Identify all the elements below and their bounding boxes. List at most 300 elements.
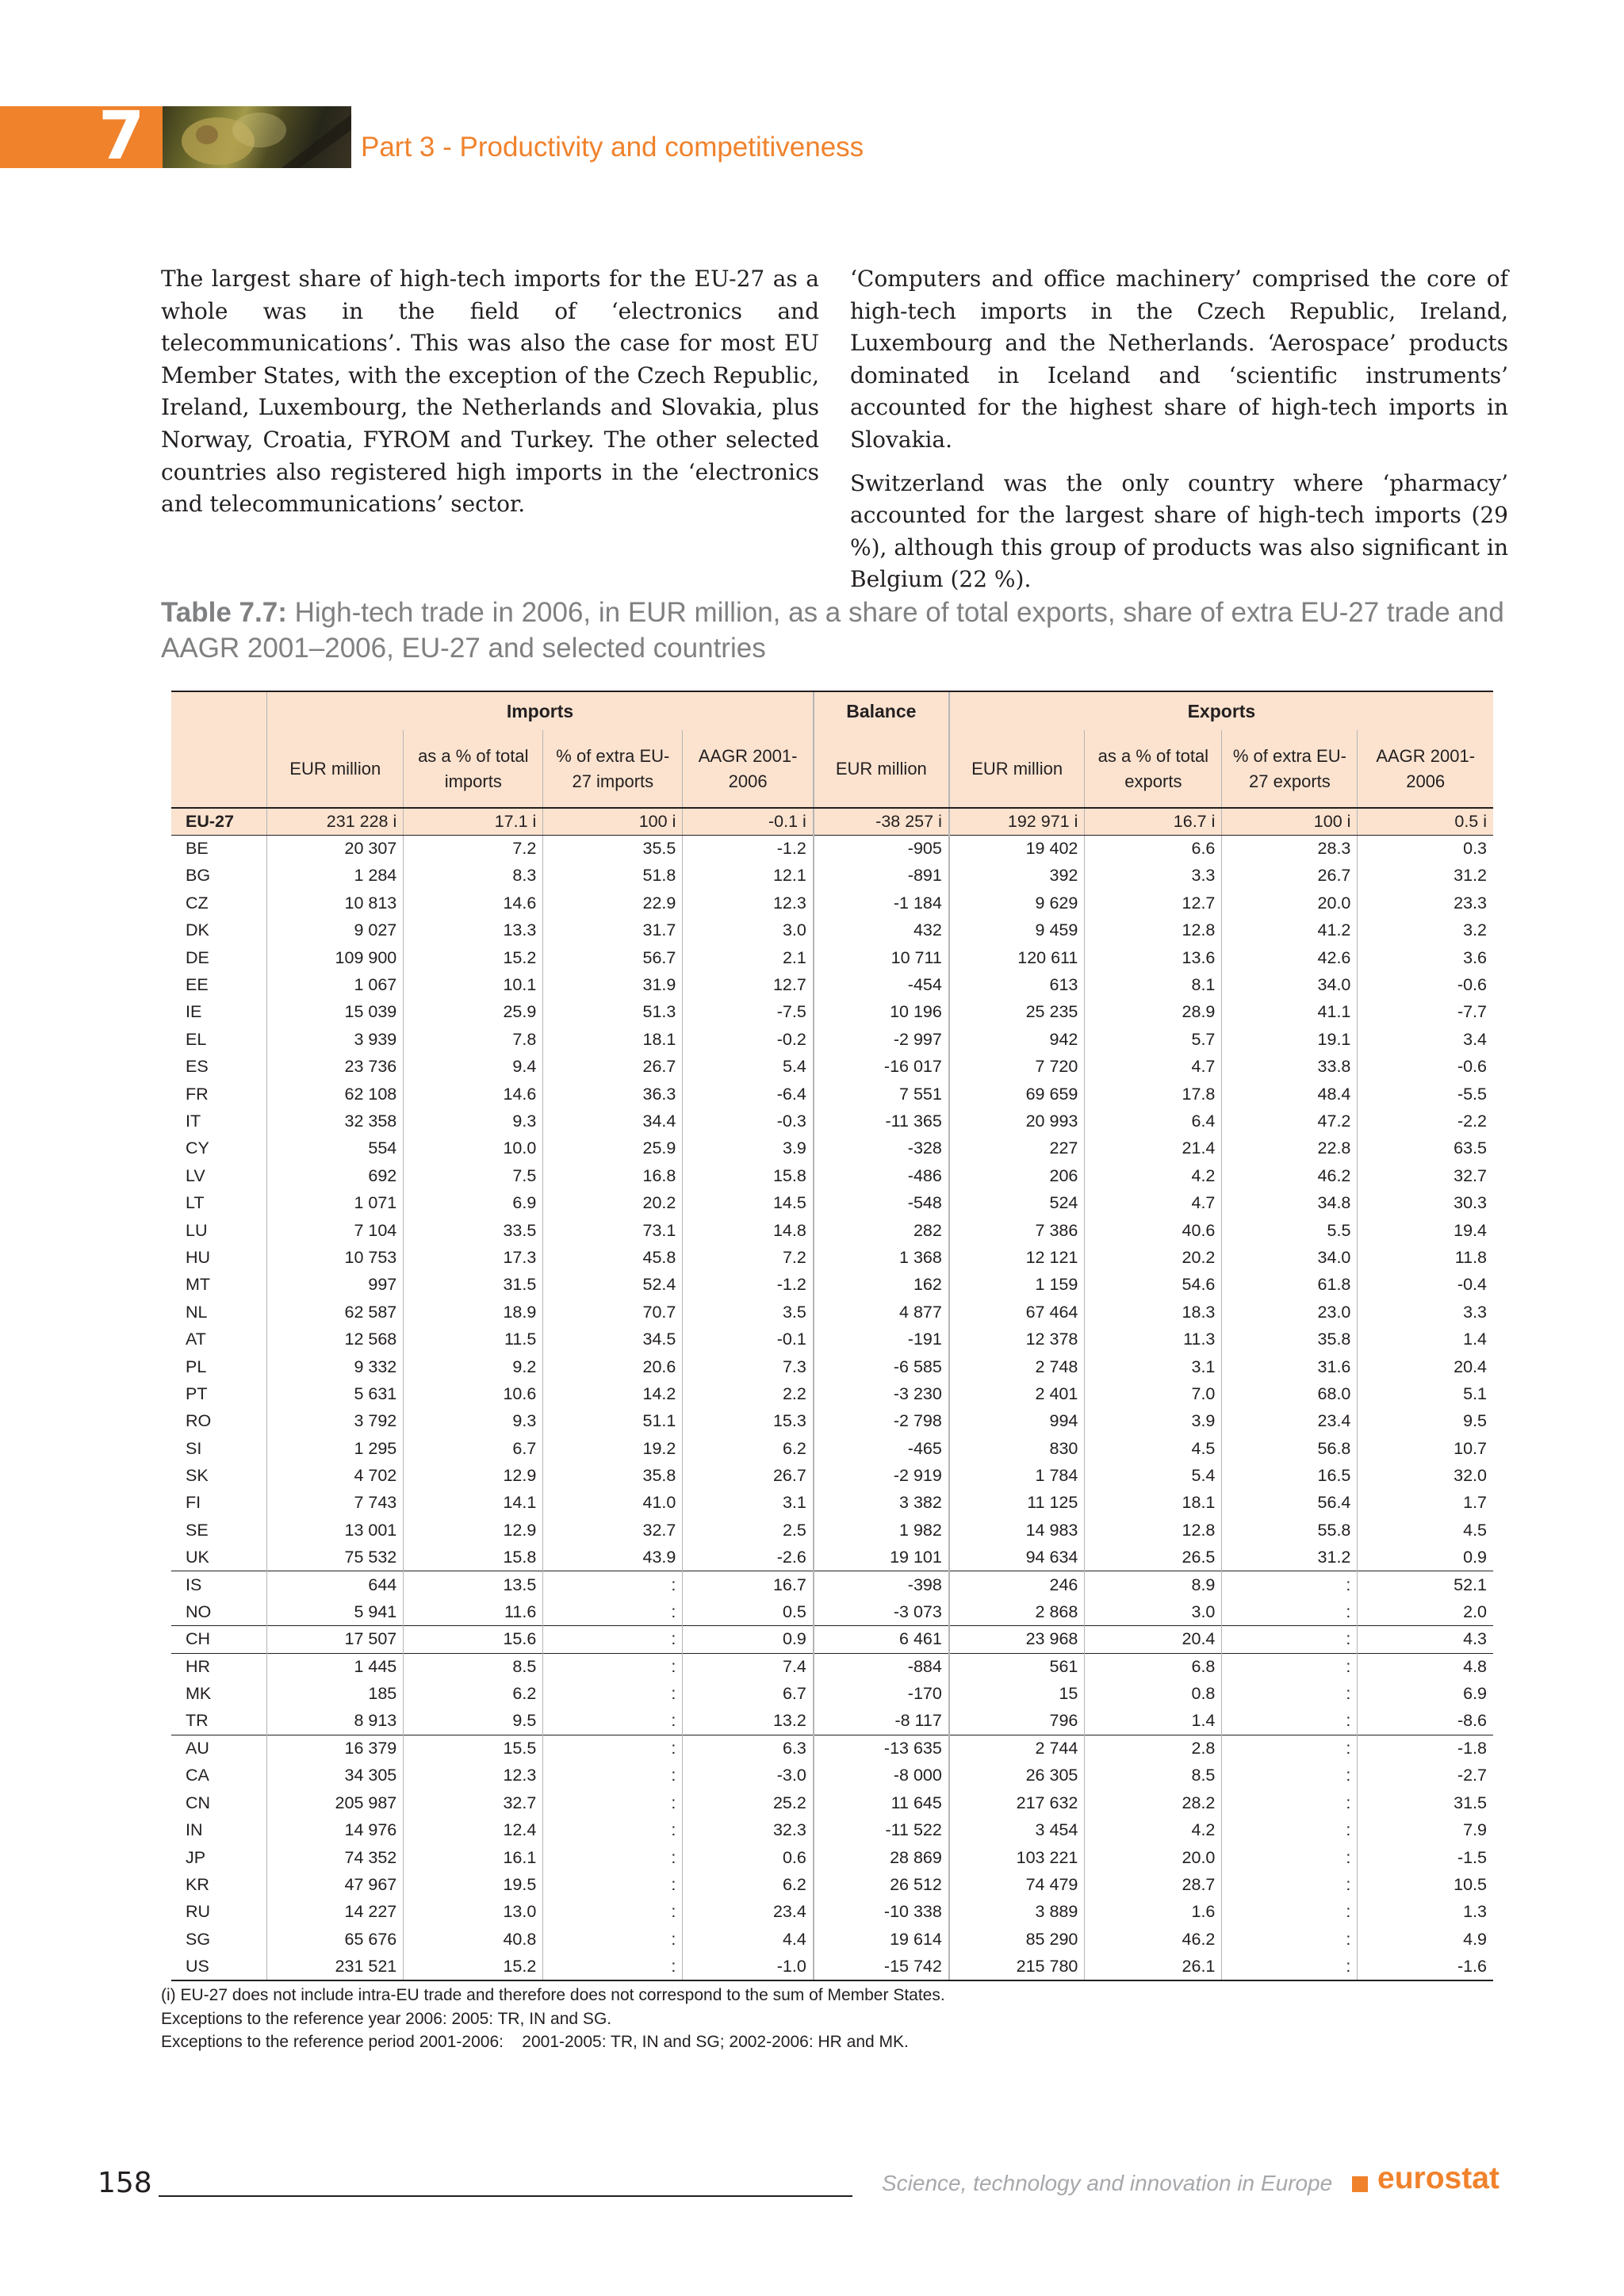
table-cell: 561 (949, 1653, 1085, 1680)
table-cell: 3.6 (1358, 944, 1493, 971)
table-cell: 7.2 (683, 1244, 814, 1271)
table-cell: 6.3 (683, 1735, 814, 1762)
table-corner (171, 691, 267, 730)
table-cell: 70.7 (543, 1299, 683, 1326)
table-cell: 6.4 (1085, 1108, 1222, 1135)
column-header: EUR million (814, 730, 949, 808)
table-cell: 0.3 (1358, 835, 1493, 862)
table-cell: 25.9 (404, 999, 543, 1026)
table-cell: 192 971 i (949, 808, 1085, 835)
table-note: Exceptions to the reference period 2001-2006: 2001-2005: TR, IN and SG; 2002-2006: HR and MK. (161, 2033, 909, 2051)
table-cell: 14 976 (267, 1816, 404, 1843)
table-cell: 13 001 (267, 1517, 404, 1544)
table-cell: 16.7 (683, 1571, 814, 1598)
table-cell: 2.5 (683, 1517, 814, 1544)
table-cell: 10 813 (267, 890, 404, 916)
table-cell: 7.0 (1085, 1380, 1222, 1407)
table-cell: 15.6 (404, 1626, 543, 1653)
table-cell: 1 067 (267, 971, 404, 998)
table-cell: 20.0 (1085, 1844, 1222, 1871)
table-note: Exceptions to the reference year 2006: 2005: TR, IN and SG. (161, 2009, 612, 2028)
table-cell: 5.1 (1358, 1380, 1493, 1407)
table-cell: -191 (814, 1326, 949, 1353)
table-cell: 26.7 (683, 1462, 814, 1489)
table-cell: 644 (267, 1571, 404, 1598)
row-country-code: AT (186, 1330, 206, 1349)
table-cell: 8.5 (1085, 1762, 1222, 1789)
table-cell: 3.1 (683, 1490, 814, 1517)
table-cell: 14.5 (683, 1189, 814, 1216)
table-cell: -0.1 (683, 1326, 814, 1353)
table-cell: 7.8 (404, 1026, 543, 1053)
table-cell: 796 (949, 1708, 1085, 1735)
table-cell: 997 (267, 1272, 404, 1299)
table-cell: 32.3 (683, 1816, 814, 1843)
table-cell: 2 748 (949, 1353, 1085, 1380)
table-note: (i) EU-27 does not include intra-EU trade and therefore does not correspond to the sum of Member States. (161, 1986, 945, 2004)
table-cell: : (543, 1571, 683, 1598)
body-right-column (850, 263, 1508, 607)
table-cell: 5.5 (1222, 1217, 1358, 1244)
table-cell: 432 (814, 917, 949, 944)
table-cell: 35.8 (1222, 1326, 1358, 1353)
table-cell: 3.3 (1358, 1299, 1493, 1326)
table-cell: 63.5 (1358, 1135, 1493, 1162)
table-cell: 67 464 (949, 1299, 1085, 1326)
table-cell: : (543, 1708, 683, 1735)
table-cell: 9 459 (949, 917, 1085, 944)
row-country-code: DK (186, 920, 209, 940)
table-cell: : (1222, 1844, 1358, 1871)
table-cell: 12 378 (949, 1326, 1085, 1353)
table-cell: 34.8 (1222, 1189, 1358, 1216)
row-country-code: LV (186, 1165, 205, 1185)
table-cell: 16.8 (543, 1162, 683, 1189)
table-cell: 0.9 (1358, 1544, 1493, 1571)
table-cell: 18.9 (404, 1299, 543, 1326)
table-cell: -2 997 (814, 1026, 949, 1053)
table-cell: -884 (814, 1653, 949, 1680)
table-cell: 2.0 (1358, 1598, 1493, 1625)
table-row (171, 1735, 1493, 1762)
table-cell: 43.9 (543, 1544, 683, 1571)
table-cell: 8 913 (267, 1708, 404, 1735)
table-cell: 28.9 (1085, 999, 1222, 1026)
table-cell: 18.3 (1085, 1299, 1222, 1326)
table-cell: 2 401 (949, 1380, 1085, 1407)
table-cell: 15 (949, 1681, 1085, 1708)
table-cell: 65 676 (267, 1926, 404, 1953)
row-country-code: CY (186, 1138, 209, 1158)
table-cell: -3.0 (683, 1762, 814, 1789)
table-cell: 32.7 (543, 1517, 683, 1544)
table-cell: 231 521 (267, 1953, 404, 1980)
table-cell: 13.5 (404, 1571, 543, 1598)
table-cell: 4.2 (1085, 1816, 1222, 1843)
table-cell: -7.7 (1358, 999, 1493, 1026)
group-header-balance: Balance (814, 691, 949, 730)
table-cell: 56.7 (543, 944, 683, 971)
table-cell: 28.7 (1085, 1871, 1222, 1898)
table-cell: 23.0 (1222, 1299, 1358, 1326)
table-cell: : (543, 1681, 683, 1708)
column-header: AAGR 2001-2006 (1358, 730, 1493, 808)
table-cell: 392 (949, 863, 1085, 890)
table-row (171, 1353, 1493, 1380)
table-cell: -2 919 (814, 1462, 949, 1489)
table-cell: -8.6 (1358, 1708, 1493, 1735)
table-row (171, 944, 1493, 971)
table-cell: 8.1 (1085, 971, 1222, 998)
table-cell: : (543, 1844, 683, 1871)
table-cell: -1.6 (1358, 1953, 1493, 1980)
table-cell: 5 631 (267, 1380, 404, 1407)
table-row (171, 1571, 1493, 1598)
table-row (171, 1708, 1493, 1735)
table-cell: 10 711 (814, 944, 949, 971)
table-cell: : (1222, 1681, 1358, 1708)
table-row (171, 1517, 1493, 1544)
table-cell: 10.1 (404, 971, 543, 998)
table-cell: -1.2 (683, 1272, 814, 1299)
group-header-exports: Exports (949, 691, 1493, 730)
column-header: AAGR 2001-2006 (683, 730, 814, 808)
table-cell: -16 017 (814, 1054, 949, 1081)
table-cell: 0.9 (683, 1626, 814, 1653)
table-cell: 0.6 (683, 1844, 814, 1871)
table-cell: 52.1 (1358, 1571, 1493, 1598)
table-cell: 20.2 (1085, 1244, 1222, 1271)
table-cell: 20 307 (267, 835, 404, 862)
table-cell: 0.5 i (1358, 808, 1493, 835)
table-cell: 1 295 (267, 1435, 404, 1462)
table-cell: 55.8 (1222, 1517, 1358, 1544)
table-cell: 2 744 (949, 1735, 1085, 1762)
table-cell: 20.2 (543, 1189, 683, 1216)
table-cell: 23.4 (1222, 1408, 1358, 1435)
row-country-code: EL (186, 1029, 207, 1049)
table-cell: 23 968 (949, 1626, 1085, 1653)
table-cell: 282 (814, 1217, 949, 1244)
table-cell: 8.9 (1085, 1571, 1222, 1598)
table-cell: 10 196 (814, 999, 949, 1026)
table-cell: 2.8 (1085, 1735, 1222, 1762)
table-cell: -905 (814, 835, 949, 862)
table-cell: 5.4 (683, 1054, 814, 1081)
table-cell: : (543, 1926, 683, 1953)
body-paragraph: Switzerland was the only country where ‘pharmacy’ accounted for the largest share of high-tech imports (29 %), although this group of products was also significant in Belgium (22 %). (850, 469, 1508, 593)
table-cell: : (543, 1735, 683, 1762)
table-row (171, 917, 1493, 944)
table-cell: 34 305 (267, 1762, 404, 1789)
table-cell: 17.3 (404, 1244, 543, 1271)
table-cell: 12 568 (267, 1326, 404, 1353)
table-cell: 4.8 (1358, 1653, 1493, 1680)
table-cell: : (1222, 1871, 1358, 1898)
table-cell: 12.8 (1085, 1517, 1222, 1544)
table-cell: 25.9 (543, 1135, 683, 1162)
table-cell: 4.7 (1085, 1054, 1222, 1081)
table-cell: 1 368 (814, 1244, 949, 1271)
table-cell: 3 939 (267, 1026, 404, 1053)
table-cell: 14.6 (404, 1081, 543, 1108)
row-country-code: TR (186, 1711, 209, 1731)
table-cell: -328 (814, 1135, 949, 1162)
table-cell: -0.2 (683, 1026, 814, 1053)
table-cell: 13.2 (683, 1708, 814, 1735)
table-row (171, 1135, 1493, 1162)
table-cell: 120 611 (949, 944, 1085, 971)
table-cell: 13.6 (1085, 944, 1222, 971)
row-country-code: FR (186, 1084, 209, 1104)
column-header: % of extra EU-27 imports (543, 730, 683, 808)
table-cell: 23.3 (1358, 890, 1493, 916)
row-country-code: KR (186, 1874, 209, 1894)
table-row (171, 1598, 1493, 1625)
table-row (171, 1435, 1493, 1462)
row-country-code: LU (186, 1220, 208, 1240)
publication-title: Science, technology and innovation in Europe (882, 2171, 1333, 2195)
row-country-code: SE (186, 1520, 209, 1540)
table-cell: 3.0 (1085, 1598, 1222, 1625)
table-cell: 26 305 (949, 1762, 1085, 1789)
table-cell: 26.5 (1085, 1544, 1222, 1571)
table-cell: 0.5 (683, 1598, 814, 1625)
table-cell: 13.3 (404, 917, 543, 944)
table-cell: : (543, 1789, 683, 1816)
table-cell: 246 (949, 1571, 1085, 1598)
table-cell: 46.2 (1222, 1162, 1358, 1189)
table-cell: -8 117 (814, 1708, 949, 1735)
table-cell: 5.4 (1085, 1462, 1222, 1489)
table-cell: 15.2 (404, 1953, 543, 1980)
table-cell: 20.6 (543, 1353, 683, 1380)
table-cell: -15 742 (814, 1953, 949, 1980)
table-cell: 46.2 (1085, 1926, 1222, 1953)
table-cell: 1 284 (267, 863, 404, 890)
table-cell: -6.4 (683, 1081, 814, 1108)
table-cell: 11.6 (404, 1598, 543, 1625)
table-cell: : (543, 1762, 683, 1789)
table-row (171, 1408, 1493, 1435)
body-paragraph: ‘Computers and office machinery’ comprised the core of high-tech imports in the Czech Republic, Ireland, Luxembourg and the Netherlands. ‘Aerospace’ products dominated in Iceland and ‘scientific instruments’ accounted for the highest share of high-tech imports in Slovakia. (850, 266, 1508, 453)
table-cell: 3 792 (267, 1408, 404, 1435)
table-cell: : (1222, 1653, 1358, 1680)
table-cell: -11 365 (814, 1108, 949, 1135)
table-cell: 103 221 (949, 1844, 1085, 1871)
table-cell: 34.0 (1222, 1244, 1358, 1271)
table-cell: : (543, 1816, 683, 1843)
table-cell: 15.8 (404, 1544, 543, 1571)
table-cell: 32.7 (404, 1789, 543, 1816)
table-cell: -0.4 (1358, 1272, 1493, 1299)
table-cell: 6.9 (1358, 1681, 1493, 1708)
table-cell: 4.2 (1085, 1162, 1222, 1189)
body-left-column (161, 263, 819, 532)
table-cell: 34.4 (543, 1108, 683, 1135)
table-cell: 47.2 (1222, 1108, 1358, 1135)
table-cell: -0.6 (1358, 1054, 1493, 1081)
table-cell: 12.4 (404, 1816, 543, 1843)
table-cell: 85 290 (949, 1926, 1085, 1953)
table-row (171, 1054, 1493, 1081)
table-cell: 75 532 (267, 1544, 404, 1571)
table-row (171, 1026, 1493, 1053)
table-cell: 25 235 (949, 999, 1085, 1026)
table-cell: 205 987 (267, 1789, 404, 1816)
table-row (171, 1490, 1493, 1517)
table-cell: : (1222, 1735, 1358, 1762)
table-cell: 10.7 (1358, 1435, 1493, 1462)
table-cell: 6.2 (404, 1681, 543, 1708)
table-cell: 19 614 (814, 1926, 949, 1953)
row-country-code: BG (186, 866, 211, 886)
eurostat-square-icon (1352, 2176, 1368, 2192)
row-country-code: CZ (186, 893, 209, 913)
row-country-code: HU (186, 1247, 211, 1267)
page-number: 158 (98, 2167, 152, 2199)
table-cell: 3.0 (683, 917, 814, 944)
table-cell: 12.7 (1085, 890, 1222, 916)
table-cell: 61.8 (1222, 1272, 1358, 1299)
table-cell: 8.3 (404, 863, 543, 890)
table-cell: 7 104 (267, 1217, 404, 1244)
table-cell: 11 645 (814, 1789, 949, 1816)
table-cell: 16.5 (1222, 1462, 1358, 1489)
row-country-code: SI (186, 1438, 202, 1458)
table-row (171, 1108, 1493, 1135)
table-cell: 40.8 (404, 1926, 543, 1953)
table-cell: 34.5 (543, 1326, 683, 1353)
table-cell: : (543, 1626, 683, 1653)
row-country-code: MK (186, 1684, 212, 1704)
table-cell: 7.5 (404, 1162, 543, 1189)
table-cell: 1.4 (1358, 1326, 1493, 1353)
table-cell: 47 967 (267, 1871, 404, 1898)
table-cell: 22.9 (543, 890, 683, 916)
table-cell: 0.8 (1085, 1681, 1222, 1708)
row-country-code: CA (186, 1766, 209, 1785)
table-cell: 3.3 (1085, 863, 1222, 890)
table-cell: 48.4 (1222, 1081, 1358, 1108)
row-country-code: CN (186, 1793, 211, 1812)
table-cell: 11 125 (949, 1490, 1085, 1517)
table-cell: 20.4 (1085, 1626, 1222, 1653)
table-cell: 9.3 (404, 1108, 543, 1135)
row-country-code: EE (186, 975, 209, 995)
part-title: Part 3 - Productivity and competitiveness (361, 132, 864, 163)
table-cell: 19.4 (1358, 1217, 1493, 1244)
table-cell: -1.8 (1358, 1735, 1493, 1762)
table-cell: 14 227 (267, 1899, 404, 1926)
table-cell: 7 386 (949, 1217, 1085, 1244)
table-cell: 6.8 (1085, 1653, 1222, 1680)
table-row (171, 999, 1493, 1026)
table-cell: 942 (949, 1026, 1085, 1053)
table-cell: 15.3 (683, 1408, 814, 1435)
table-cell: -1.2 (683, 835, 814, 862)
table-cell: 42.6 (1222, 944, 1358, 971)
table-cell: : (543, 1899, 683, 1926)
table-cell: : (1222, 1899, 1358, 1926)
table-cell: 1 784 (949, 1462, 1085, 1489)
table-cell: 14.6 (404, 890, 543, 916)
table-cell: 28.3 (1222, 835, 1358, 862)
table-cell: 14 983 (949, 1517, 1085, 1544)
chapter-number: 7 (98, 97, 145, 174)
row-country-code: RU (186, 1902, 211, 1922)
table-cell: 2 868 (949, 1598, 1085, 1625)
table-cell: 11.3 (1085, 1326, 1222, 1353)
table-cell: -8 000 (814, 1762, 949, 1789)
table-cell: 20 993 (949, 1108, 1085, 1135)
table-cell: 524 (949, 1189, 1085, 1216)
table-cell: -454 (814, 971, 949, 998)
table-cell: 28.2 (1085, 1789, 1222, 1816)
table-cell: 20.4 (1358, 1353, 1493, 1380)
column-header: % of extra EU-27 exports (1222, 730, 1358, 808)
table-cell: 9 629 (949, 890, 1085, 916)
table-cell: 73.1 (543, 1217, 683, 1244)
table-cell: 3.1 (1085, 1353, 1222, 1380)
table-row (171, 1326, 1493, 1353)
row-country-code: IS (171, 1571, 267, 1598)
row-country-code: HR (171, 1653, 267, 1680)
row-country-code: IT (186, 1111, 201, 1131)
table-cell: 35.5 (543, 835, 683, 862)
table-cell: 1.3 (1358, 1899, 1493, 1926)
column-header: EUR million (949, 730, 1085, 808)
table-cell: 3.9 (683, 1135, 814, 1162)
table-cell: 3.2 (1358, 917, 1493, 944)
table-row (171, 1272, 1493, 1299)
row-country-code: IN (186, 1820, 203, 1840)
table-cell: 26.7 (1222, 863, 1358, 890)
table-cell: 554 (267, 1135, 404, 1162)
table-caption-label: Table 7.7: (161, 597, 287, 628)
table-cell: 7.4 (683, 1653, 814, 1680)
table-row (171, 1762, 1493, 1789)
table-cell: 4.7 (1085, 1189, 1222, 1216)
table-cell: 100 i (543, 808, 683, 835)
table-cell: 6.6 (1085, 835, 1222, 862)
table-cell: 2.2 (683, 1380, 814, 1407)
table-cell: 12.9 (404, 1462, 543, 1489)
table-cell: 7.9 (1358, 1816, 1493, 1843)
table-cell: 4.5 (1085, 1435, 1222, 1462)
table-cell: 12.1 (683, 863, 814, 890)
table-cell: 26.1 (1085, 1953, 1222, 1980)
table-cell: 94 634 (949, 1544, 1085, 1571)
table-cell: : (543, 1653, 683, 1680)
table-cell: -465 (814, 1435, 949, 1462)
table-cell: 17.8 (1085, 1081, 1222, 1108)
table-cell: 18.1 (543, 1026, 683, 1053)
row-country-code: PL (186, 1357, 207, 1376)
table-row (171, 1816, 1493, 1843)
table-cell: 16.1 (404, 1844, 543, 1871)
table-cell: 32 358 (267, 1108, 404, 1135)
table-caption (161, 595, 1509, 666)
table-cell: 22.8 (1222, 1135, 1358, 1162)
table-cell: 3 454 (949, 1816, 1085, 1843)
table-cell: -5.5 (1358, 1081, 1493, 1108)
table-cell: -548 (814, 1189, 949, 1216)
table-cell: 31.5 (1358, 1789, 1493, 1816)
table-cell: 15 039 (267, 999, 404, 1026)
table-cell: 41.0 (543, 1490, 683, 1517)
table-cell: 4 702 (267, 1462, 404, 1489)
